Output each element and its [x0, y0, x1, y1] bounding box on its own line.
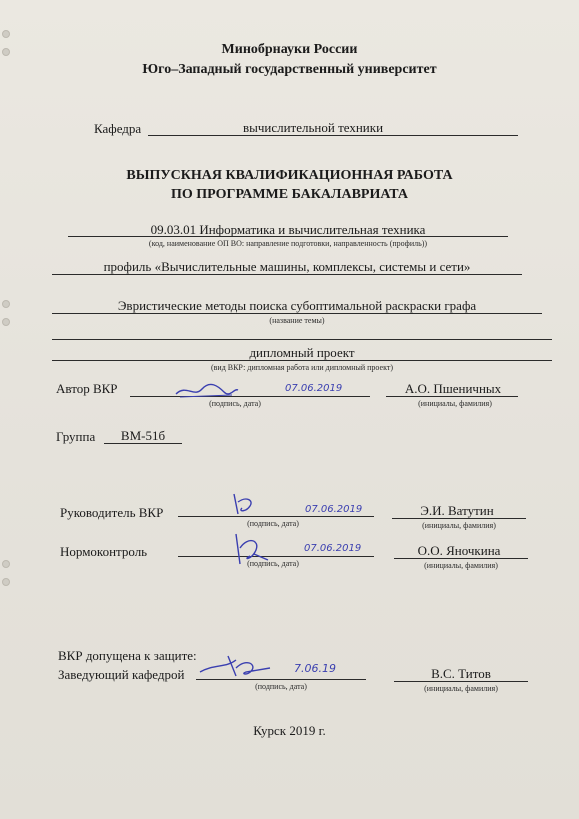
binding-hole: [2, 560, 10, 568]
work-type-underline: [52, 360, 552, 361]
binding-holes: [0, 0, 14, 819]
work-type-caption: (вид ВКР: дипломная работа или дипломный проект): [210, 363, 394, 372]
normcontrol-label: Нормоконтроль: [60, 544, 148, 559]
work-type-value: дипломный проект: [249, 345, 355, 360]
program-profile: профиль «Вычислительные машины, комплексы, системы и сети»: [103, 259, 471, 274]
group-value: ВМ-51б: [120, 428, 166, 443]
author-name: А.О. Пшеничных: [404, 381, 502, 396]
normcontrol-name-caption: (инициалы, фамилия): [424, 561, 498, 570]
ministry-name: Минобрнауки России: [221, 42, 358, 57]
normcontrol-name: О.О. Яночкина: [417, 543, 501, 558]
head-name-caption: (инициалы, фамилия): [424, 684, 498, 693]
work-title-line2: ПО ПРОГРАММЕ БАКАЛАВРИАТА: [171, 187, 408, 202]
supervisor-label: Руководитель ВКР: [60, 505, 164, 520]
topic-underline: [52, 313, 542, 314]
supervisor-signature: [228, 490, 262, 518]
work-title-line1: ВЫПУСКНАЯ КВАЛИФИКАЦИОННАЯ РАБОТА: [126, 168, 453, 183]
topic-extra-underline: [52, 339, 552, 340]
topic-caption: (название темы): [269, 316, 325, 325]
author-sign-date: 07.06.2019: [285, 383, 343, 394]
admission-line1: ВКР допущена к защите:: [58, 648, 197, 663]
supervisor-sign-caption: (подпись, дата): [247, 519, 299, 528]
normcontrol-sign-caption: (подпись, дата): [247, 559, 299, 568]
binding-hole: [2, 578, 10, 586]
normcontrol-sign-date: 07.06.2019: [304, 543, 362, 554]
author-sign-underline: [130, 396, 370, 397]
group-underline: [104, 443, 182, 444]
admission-sign-date: 7.06.19: [294, 662, 336, 675]
normcontrol-sign-underline: [178, 556, 374, 557]
program-profile-underline: [52, 274, 522, 275]
department-value: вычислительной техники: [242, 120, 384, 135]
author-name-caption: (инициалы, фамилия): [418, 399, 492, 408]
author-sign-caption: (подпись, дата): [209, 399, 261, 408]
supervisor-sign-date: 07.06.2019: [305, 504, 363, 515]
program-code: 09.03.01 Информатика и вычислительная техника: [150, 222, 426, 237]
binding-hole: [2, 318, 10, 326]
program-code-underline: [68, 236, 508, 237]
author-label: Автор ВКР: [56, 381, 118, 396]
university-name: Юго–Западный государственный университет: [142, 62, 437, 77]
normcontrol-name-underline: [394, 558, 528, 559]
city-year: Курск 2019 г.: [253, 723, 326, 738]
binding-hole: [2, 30, 10, 38]
admission-head-label: Заведующий кафедрой: [58, 667, 185, 682]
head-name-underline: [394, 681, 528, 682]
binding-hole: [2, 300, 10, 308]
supervisor-name: Э.И. Ватутин: [420, 503, 494, 518]
supervisor-name-underline: [392, 518, 526, 519]
program-code-caption: (код, наименование ОП ВО: направление подготовки, направленность (профиль)): [148, 239, 428, 248]
group-label: Группа: [56, 429, 96, 444]
supervisor-name-caption: (инициалы, фамилия): [422, 521, 496, 530]
admission-sign-caption: (подпись, дата): [255, 682, 307, 691]
head-name: В.С. Титов: [431, 666, 491, 681]
supervisor-sign-underline: [178, 516, 374, 517]
department-label: Кафедра: [94, 121, 142, 136]
topic-value: Эвристические методы поиска субоптимальной раскраски графа: [117, 298, 477, 313]
author-name-underline: [386, 396, 518, 397]
head-signature: [196, 650, 274, 680]
